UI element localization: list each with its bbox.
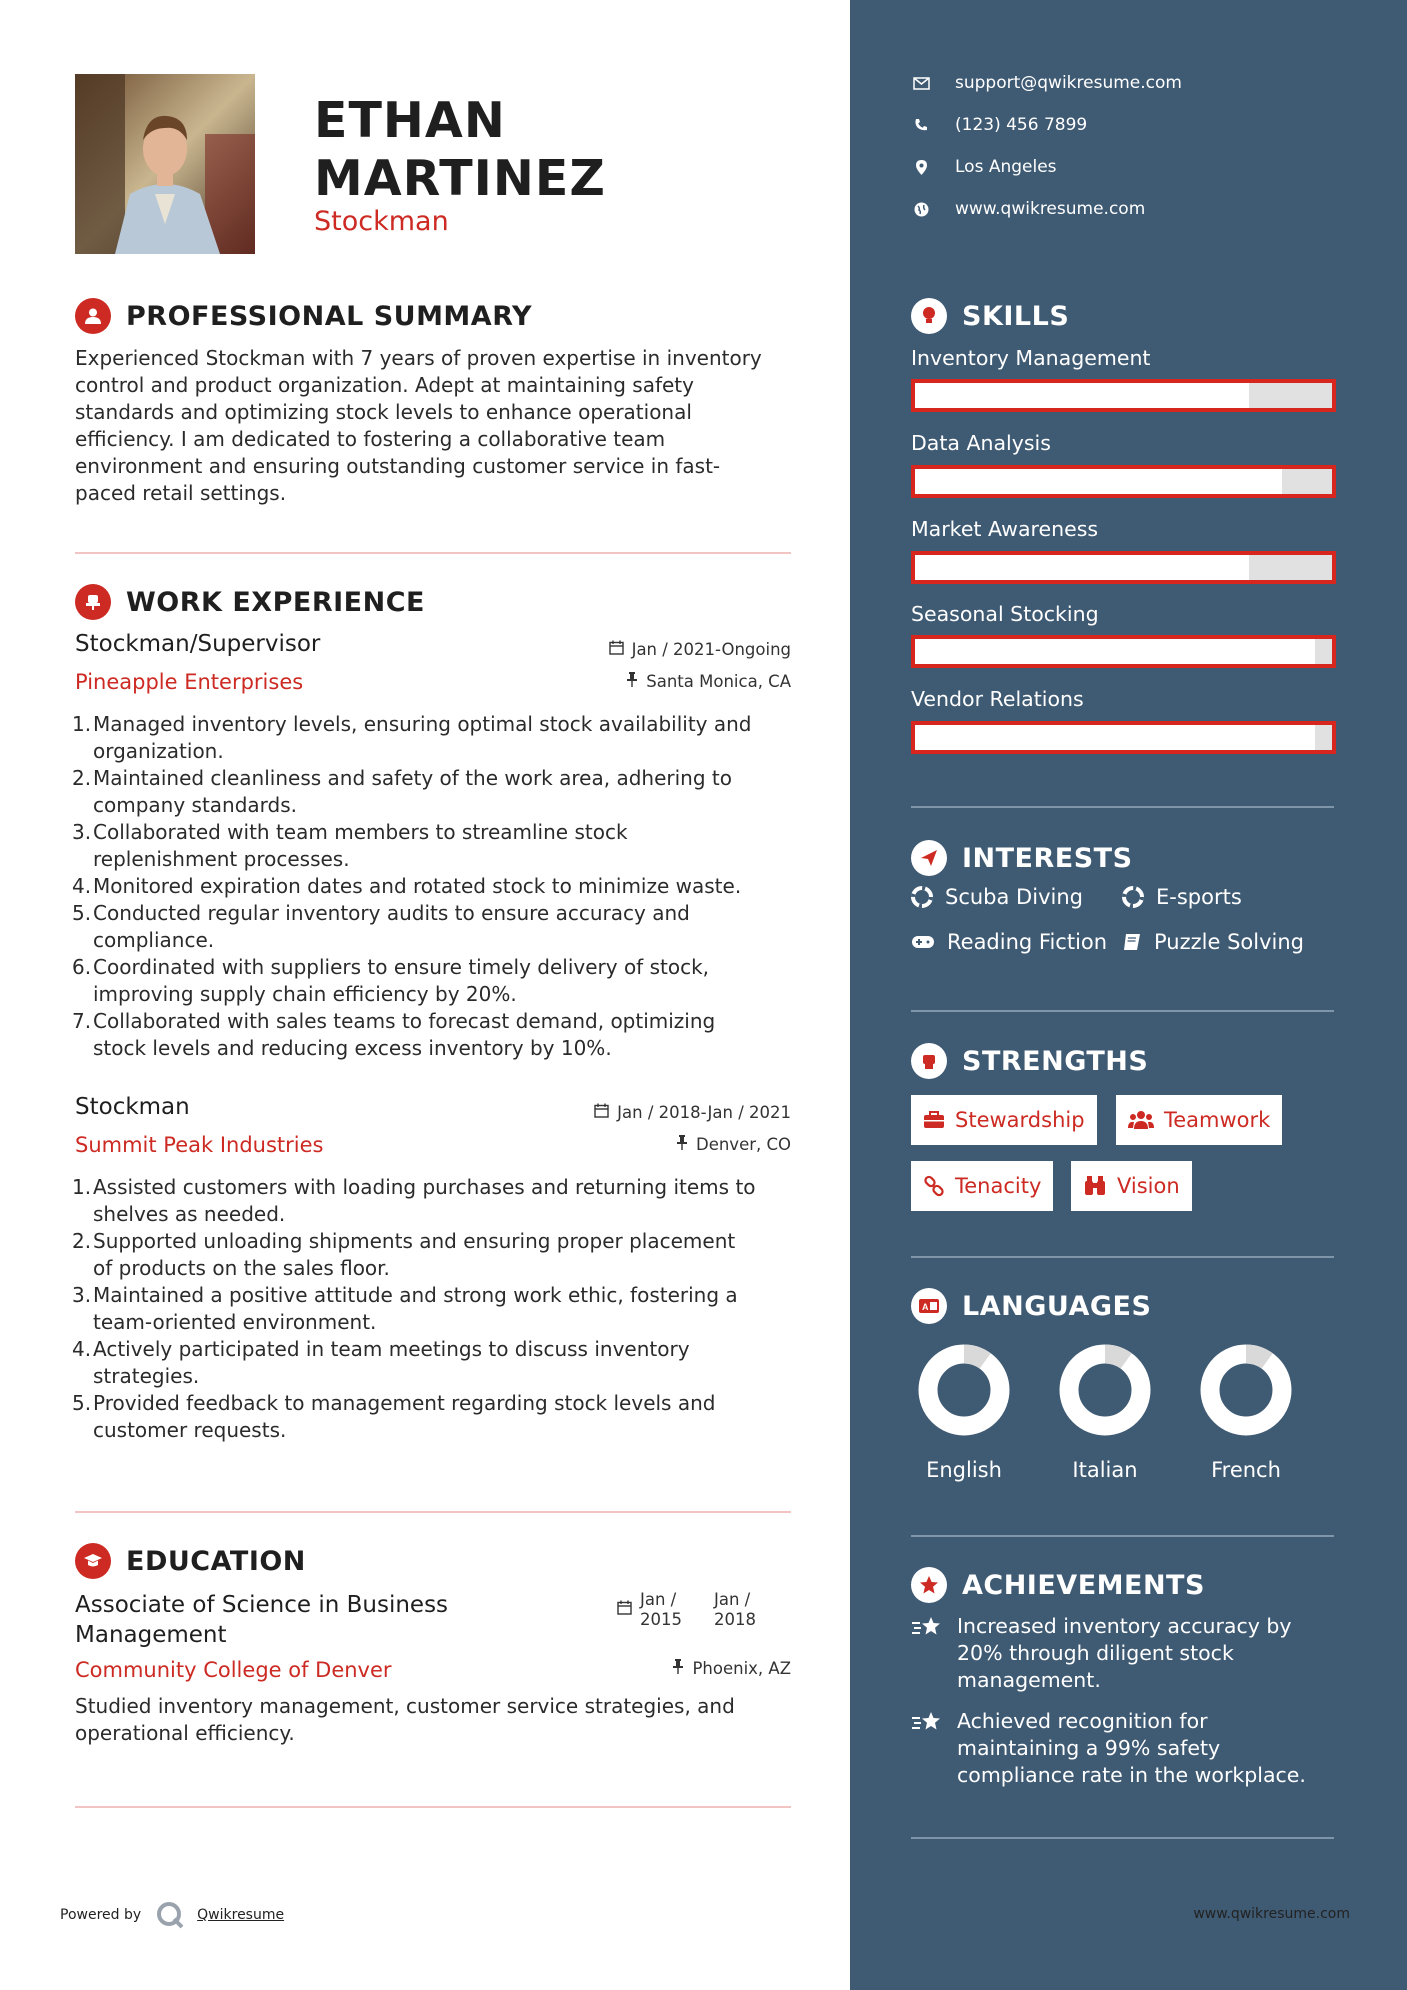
interest-item bbox=[911, 885, 1083, 909]
language-ring bbox=[914, 1340, 1014, 1440]
skill-fill bbox=[915, 725, 1315, 750]
skill-bar bbox=[911, 721, 1336, 754]
fist-icon bbox=[911, 1043, 947, 1079]
briefcase-icon bbox=[923, 1111, 945, 1129]
degree-title: Associate of Science in Business Management bbox=[75, 1592, 449, 1648]
summary-line: control and product organization. Adept at maintaining safety bbox=[75, 373, 694, 397]
last-name: MARTINEZ bbox=[314, 150, 606, 207]
interest-item bbox=[911, 930, 1107, 954]
book-icon bbox=[1122, 932, 1142, 952]
interests-header bbox=[911, 840, 1133, 876]
skill-bar bbox=[911, 635, 1336, 668]
skill-fill bbox=[915, 383, 1249, 408]
binoculars-icon bbox=[1083, 1175, 1107, 1197]
job-title: Stockman/Supervisor bbox=[75, 631, 321, 657]
job-date bbox=[594, 1103, 791, 1122]
strength-chip bbox=[911, 1161, 1053, 1211]
job-location-text: Santa Monica, CA bbox=[646, 672, 791, 691]
powered-by-text: Powered by bbox=[60, 1907, 142, 1923]
calendar-icon bbox=[594, 1103, 609, 1122]
website-text[interactable]: www.qwikresume.com bbox=[955, 199, 1146, 219]
strength-label: Vision bbox=[1117, 1174, 1180, 1198]
profile-photo bbox=[75, 74, 255, 254]
skills-title: SKILLS bbox=[962, 300, 1070, 332]
pin-icon bbox=[626, 672, 638, 691]
languages-title: LANGUAGES bbox=[962, 1290, 1152, 1322]
strength-chip bbox=[911, 1095, 1097, 1145]
list-item: 2. Supported unloading shipments and ensuring proper placement of products on the sales floor. bbox=[72, 1229, 736, 1280]
powered-by bbox=[60, 1900, 284, 1930]
shooting-star-icon bbox=[911, 1613, 945, 1694]
education-dates bbox=[617, 1590, 756, 1630]
strengths-header bbox=[911, 1043, 1148, 1079]
job-location bbox=[676, 1135, 791, 1154]
skill-bar bbox=[911, 465, 1336, 498]
footer-url[interactable]: www.qwikresume.com bbox=[1193, 1906, 1350, 1922]
translate-icon bbox=[911, 1288, 947, 1324]
list-item: 7. Collaborated with sales teams to forecast demand, optimizing stock levels and reducing excess inventory by 10%. bbox=[72, 1009, 716, 1060]
user-icon bbox=[75, 298, 111, 334]
summary-line: environment and ensuring outstanding customer service in fast- bbox=[75, 454, 721, 478]
skill-label: Seasonal Stocking bbox=[911, 602, 1099, 626]
qwikresume-logo-icon bbox=[155, 1900, 185, 1930]
lifebuoy-icon bbox=[911, 886, 933, 908]
education-description: Studied inventory management, customer service strategies, and operational efficiency. bbox=[75, 1694, 735, 1745]
contact-website bbox=[911, 199, 1145, 219]
job-date-text: Jan / 2018-Jan / 2021 bbox=[617, 1103, 791, 1122]
location-text: Los Angeles bbox=[955, 157, 1057, 177]
skills-header bbox=[911, 298, 1069, 334]
language-ring bbox=[1196, 1340, 1296, 1440]
interests-title: INTERESTS bbox=[962, 842, 1133, 874]
pin-icon bbox=[672, 1659, 684, 1678]
skill-fill bbox=[915, 639, 1315, 664]
svg-text:A: A bbox=[922, 1302, 929, 1312]
summary-title: PROFESSIONAL SUMMARY bbox=[126, 300, 533, 332]
school-name: Community College of Denver bbox=[75, 1658, 392, 1682]
list-item: 1. Managed inventory levels, ensuring optimal stock availability and organization. bbox=[72, 712, 752, 763]
education-header bbox=[75, 1543, 306, 1579]
first-name: ETHAN bbox=[314, 92, 506, 149]
email-text[interactable]: support@qwikresume.com bbox=[955, 73, 1182, 93]
education-start: Jan / 2015 bbox=[640, 1590, 682, 1629]
list-item: 4. Monitored expiration dates and rotated stock to minimize waste. bbox=[72, 874, 742, 898]
candidate-role: Stockman bbox=[314, 206, 449, 237]
strengths-title: STRENGTHS bbox=[962, 1045, 1149, 1077]
qwikresume-link[interactable]: Qwikresume bbox=[197, 1907, 285, 1923]
strength-label: Stewardship bbox=[955, 1108, 1085, 1132]
list-item: 4. Actively participated in team meetings to discuss inventory strategies. bbox=[72, 1337, 690, 1388]
list-item: 3. Collaborated with team members to streamline stock replenishment processes. bbox=[72, 820, 628, 871]
contact-location bbox=[911, 157, 1057, 177]
education-end: Jan / 2018 bbox=[714, 1590, 756, 1629]
achievement-item: Achieved recognition for maintaining a 99% safety compliance rate in the workplace. bbox=[911, 1708, 1306, 1789]
skill-label: Inventory Management bbox=[911, 346, 1151, 370]
achievements-header bbox=[911, 1567, 1205, 1603]
section-divider bbox=[75, 1511, 791, 1513]
globe-icon bbox=[911, 202, 931, 217]
job-title: Stockman bbox=[75, 1094, 190, 1120]
calendar-icon bbox=[609, 640, 624, 659]
summary-line: paced retail settings. bbox=[75, 481, 287, 505]
company-name: Summit Peak Industries bbox=[75, 1133, 324, 1157]
job-bullets bbox=[72, 711, 815, 1062]
language-item bbox=[1055, 1340, 1155, 1482]
skill-bar bbox=[911, 551, 1336, 584]
interest-label: Puzzle Solving bbox=[1154, 930, 1304, 954]
envelope-icon bbox=[911, 77, 931, 90]
summary-line: standards and optimizing stock levels to enhance operational bbox=[75, 400, 692, 424]
section-divider bbox=[911, 1256, 1334, 1258]
language-item bbox=[914, 1340, 1014, 1482]
candidate-name bbox=[314, 92, 606, 208]
language-name: English bbox=[926, 1458, 1002, 1482]
language-name: French bbox=[1211, 1458, 1281, 1482]
skill-label: Vendor Relations bbox=[911, 687, 1084, 711]
summary-line: efficiency. I am dedicated to fostering a collaborative team bbox=[75, 427, 666, 451]
list-item: 5. Conducted regular inventory audits to ensure accuracy and compliance. bbox=[72, 901, 690, 952]
phone-icon bbox=[911, 118, 931, 132]
graduation-icon bbox=[75, 1543, 111, 1579]
company-name: Pineapple Enterprises bbox=[75, 670, 304, 694]
experience-header bbox=[75, 584, 425, 620]
achievement-item: Increased inventory accuracy by 20% through diligent stock management. bbox=[911, 1613, 1292, 1694]
skill-label: Market Awareness bbox=[911, 517, 1099, 541]
language-item bbox=[1196, 1340, 1296, 1482]
section-divider bbox=[911, 1535, 1334, 1537]
phone-text: (123) 456 7899 bbox=[955, 115, 1088, 135]
skill-bar bbox=[911, 379, 1336, 412]
summary-header bbox=[75, 298, 532, 334]
map-pin-icon bbox=[911, 160, 931, 175]
list-item: 3. Maintained a positive attitude and strong work ethic, fostering a team-oriented environment. bbox=[72, 1283, 738, 1334]
users-icon bbox=[1128, 1110, 1154, 1130]
languages-header bbox=[911, 1288, 1151, 1324]
list-item: 5. Provided feedback to management regarding stock levels and customer requests. bbox=[72, 1391, 716, 1442]
strength-label: Teamwork bbox=[1164, 1108, 1271, 1132]
section-divider bbox=[911, 806, 1334, 808]
skill-fill bbox=[915, 555, 1249, 580]
interest-item bbox=[1122, 885, 1242, 909]
job-location-text: Denver, CO bbox=[695, 1135, 791, 1154]
section-divider bbox=[75, 552, 791, 554]
list-item: 2. Maintained cleanliness and safety of the work area, adhering to company standards. bbox=[72, 766, 732, 817]
education-title: EDUCATION bbox=[126, 1545, 306, 1577]
interest-label: E-sports bbox=[1156, 885, 1242, 909]
list-item: 1. Assisted customers with loading purchases and returning items to shelves as needed. bbox=[72, 1175, 756, 1226]
strength-label: Tenacity bbox=[955, 1174, 1042, 1198]
briefcase-chair-icon bbox=[75, 584, 111, 620]
strength-chip bbox=[1116, 1095, 1282, 1145]
contact-phone bbox=[911, 115, 1087, 135]
calendar-icon bbox=[617, 1600, 632, 1620]
lightbulb-icon bbox=[911, 298, 947, 334]
job-location bbox=[626, 672, 791, 691]
language-ring bbox=[1055, 1340, 1155, 1440]
interest-label: Reading Fiction bbox=[947, 930, 1108, 954]
star-icon bbox=[911, 1567, 947, 1603]
education-location bbox=[672, 1659, 791, 1678]
section-divider bbox=[911, 1837, 1334, 1839]
interest-label: Scuba Diving bbox=[945, 885, 1083, 909]
experience-title: WORK EXPERIENCE bbox=[126, 586, 425, 618]
section-divider bbox=[911, 1010, 1334, 1012]
paper-plane-icon bbox=[911, 840, 947, 876]
lifebuoy-icon bbox=[1122, 886, 1144, 908]
shooting-star-icon bbox=[911, 1708, 945, 1789]
skill-label: Data Analysis bbox=[911, 431, 1051, 455]
section-divider bbox=[75, 1806, 791, 1808]
education-location-text: Phoenix, AZ bbox=[692, 1659, 791, 1678]
summary-text bbox=[75, 345, 805, 507]
link-icon bbox=[923, 1175, 945, 1197]
interest-item bbox=[1122, 930, 1304, 954]
job-date bbox=[609, 640, 791, 659]
job-date-text: Jan / 2021-Ongoing bbox=[631, 640, 791, 659]
contact-email bbox=[911, 73, 1182, 93]
pin-icon bbox=[676, 1135, 688, 1154]
language-name: Italian bbox=[1072, 1458, 1138, 1482]
list-item: 6. Coordinated with suppliers to ensure timely delivery of stock, improving supply chain efficiency by 20%. bbox=[72, 955, 710, 1006]
strength-chip bbox=[1071, 1161, 1192, 1211]
gamepad-icon bbox=[911, 934, 935, 950]
skill-fill bbox=[915, 469, 1282, 494]
summary-line: Experienced Stockman with 7 years of proven expertise in inventory bbox=[75, 346, 762, 370]
job-bullets bbox=[72, 1174, 815, 1444]
achievements-title: ACHIEVEMENTS bbox=[962, 1569, 1205, 1601]
